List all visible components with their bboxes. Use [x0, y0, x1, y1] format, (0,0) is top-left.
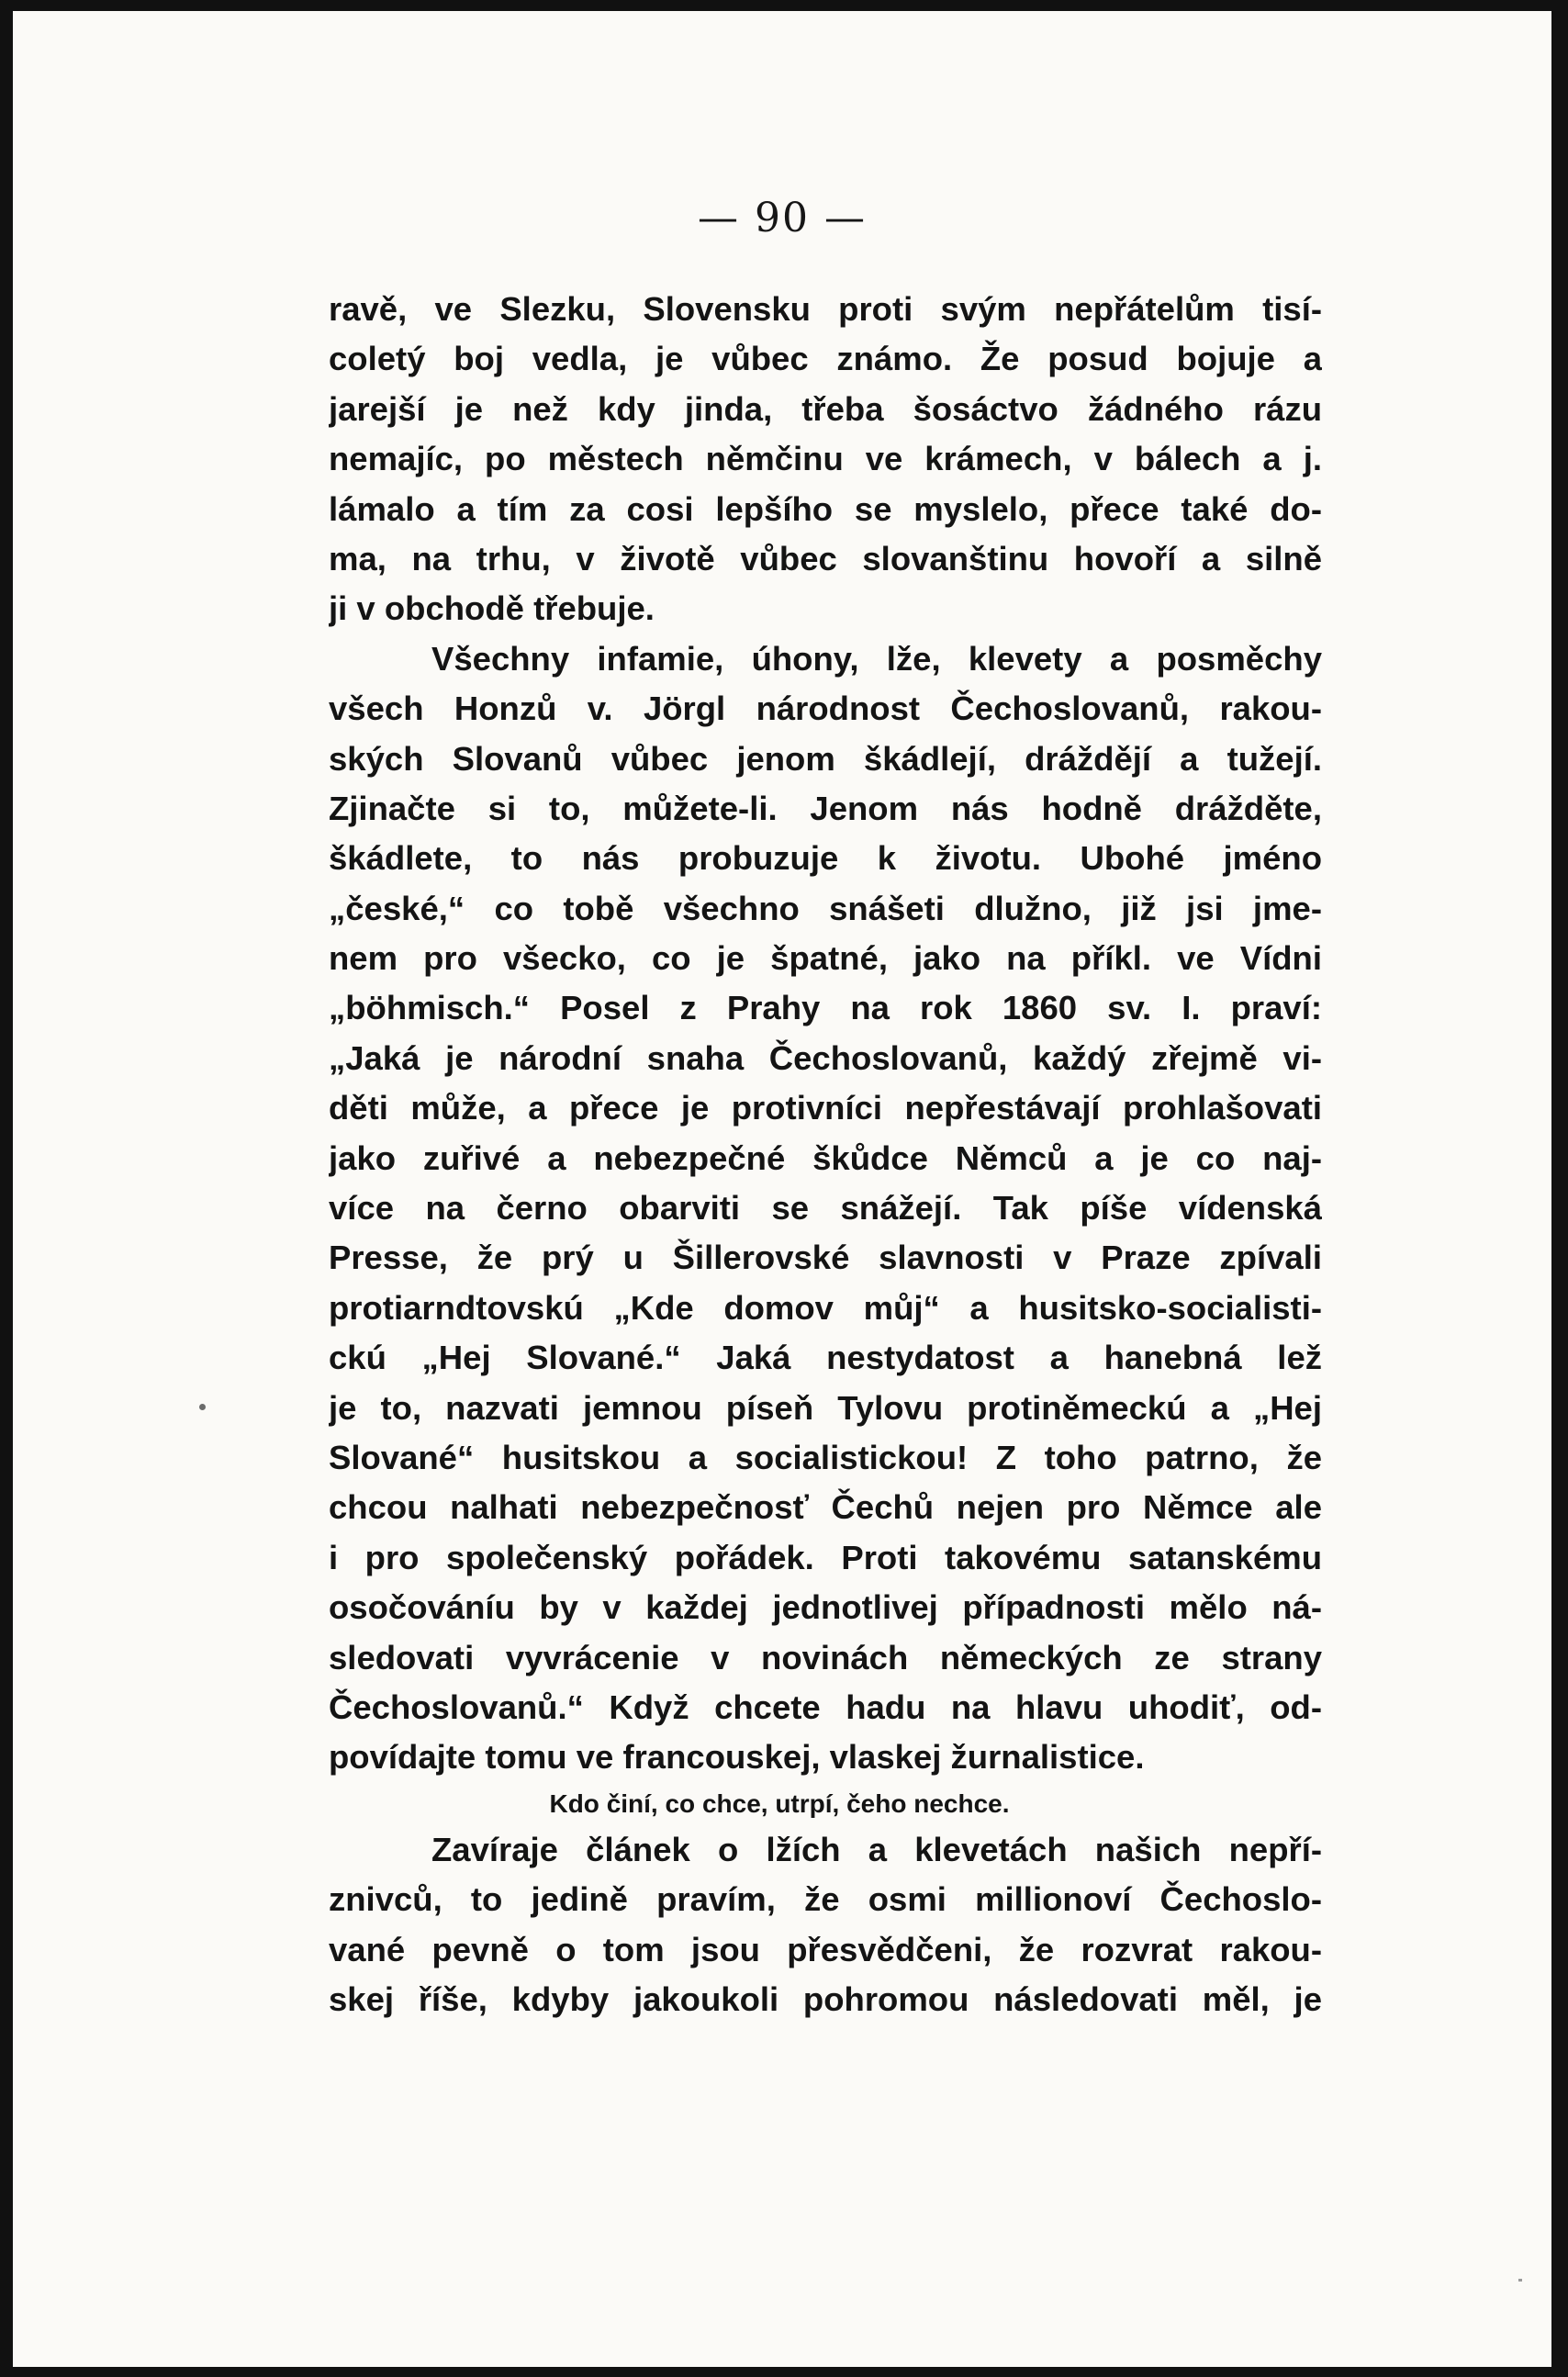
text-line: děti může, a přece je protivníci nepřestávají prohlašovati [329, 1089, 1322, 1127]
text-line: osočováníu by v každej jednotlivej případnosti mělo ná- [329, 1588, 1322, 1627]
text-line: i pro společenský pořádek. Proti takovému satanskému [329, 1538, 1322, 1576]
scan-speck [1518, 2279, 1522, 2282]
text-line: nemajíc, po městech němčinu ve krámech, v bálech a j. [329, 440, 1322, 478]
text-line: je to, nazvati jemnou píseň Tylovu protiněmeckú a „Hej [329, 1388, 1322, 1427]
text-line: Čechoslovanů.“ Když chcete hadu na hlavu uhodiť, od- [329, 1687, 1322, 1726]
text-line: ckú „Hej Slované.“ Jaká nestydatost a hanebná lež [329, 1339, 1322, 1377]
text-line: znivců, to jedině pravím, že osmi millionoví Čechoslo- [329, 1880, 1322, 1919]
text-line: ravě, ve Slezku, Slovensku proti svým nepřátelům tisí- [329, 290, 1322, 328]
text-line: „Jaká je národní snaha Čechoslovanů, každý zřejmě vi- [329, 1038, 1322, 1077]
text-line: jako zuřivé a nebezpečné škůdce Němců a je co naj- [329, 1138, 1322, 1177]
paragraph-2 [329, 634, 1322, 1783]
text-line: jarejší je než kdy jinda, třeba šosáctvo žádného rázu [329, 389, 1322, 428]
text-line: vané pevně o tom jsou přesvědčeni, že rozvrat rakou- [329, 1930, 1322, 1968]
text-line: protiarndtovskú „Kde domov můj“ a husitsko-socialisti- [329, 1288, 1322, 1327]
text-line: ských Slovanů vůbec jenom škádlejí, dráždějí a tužejí. [329, 739, 1322, 778]
text-line: Zavíraje článek o lžích a klevetách našich nepří- [431, 1830, 1322, 1868]
paragraph-3 [329, 1825, 1322, 2025]
text-line: povídajte tomu ve francouskej, vlaskej žurnalistice. [329, 1738, 1145, 1777]
text-line: „české,“ co tobě všechno snášeti dlužno, již jsi jme- [329, 889, 1322, 927]
text-line: skej říše, kdyby jakoukoli pohromou následovati měl, je [329, 1979, 1322, 2018]
text-line: lámalo a tím za cosi lepšího se myslelo, přece také do- [329, 489, 1322, 528]
text-line: Presse, že prý u Šillerovské slavnosti v Praze zpívali [329, 1239, 1322, 1277]
text-line: Slované“ husitskou a socialistickou! Z toho patrno, že [329, 1438, 1322, 1476]
text-line: Všechny infamie, úhony, lže, klevety a posměchy [431, 639, 1322, 678]
text-line: ji v obchodě třebuje. [329, 589, 655, 628]
motto: Kdo činí, co chce, utrpí, čeho nechce. [549, 1788, 1010, 1818]
text-line: ma, na trhu, v životě vůbec slovanštinu hovoří a silně [329, 539, 1322, 577]
text-line: Zjinačte si to, můžete-li. Jenom nás hodně drážděte, [329, 789, 1322, 827]
page-number: — 90 — [698, 195, 867, 241]
book-page [13, 11, 1551, 2367]
text-line: všech Honzů v. Jörgl národnost Čechoslovanů, rakou- [329, 690, 1322, 728]
text-line: více na černo obarviti se snážejí. Tak píše vídenská [329, 1189, 1322, 1228]
text-line: nem pro všecko, co je špatné, jako na příkl. ve Vídni [329, 939, 1322, 978]
paragraph-1 [329, 285, 1322, 634]
scan-speck [199, 1404, 206, 1410]
text-line: sledovati vyvrácenie v novinách německých ze strany [329, 1638, 1322, 1676]
text-line: „böhmisch.“ Posel z Prahy na rok 1860 sv. I. praví: [329, 989, 1322, 1027]
body-text [329, 285, 1322, 2024]
text-line: chcou nalhati nebezpečnosť Čechů nejen pro Němce ale [329, 1488, 1322, 1527]
text-line: coletý boj vedla, je vůbec známo. Že posud bojuje a [329, 340, 1322, 378]
text-line: škádlete, to nás probuzuje k životu. Ubohé jméno [329, 839, 1322, 878]
